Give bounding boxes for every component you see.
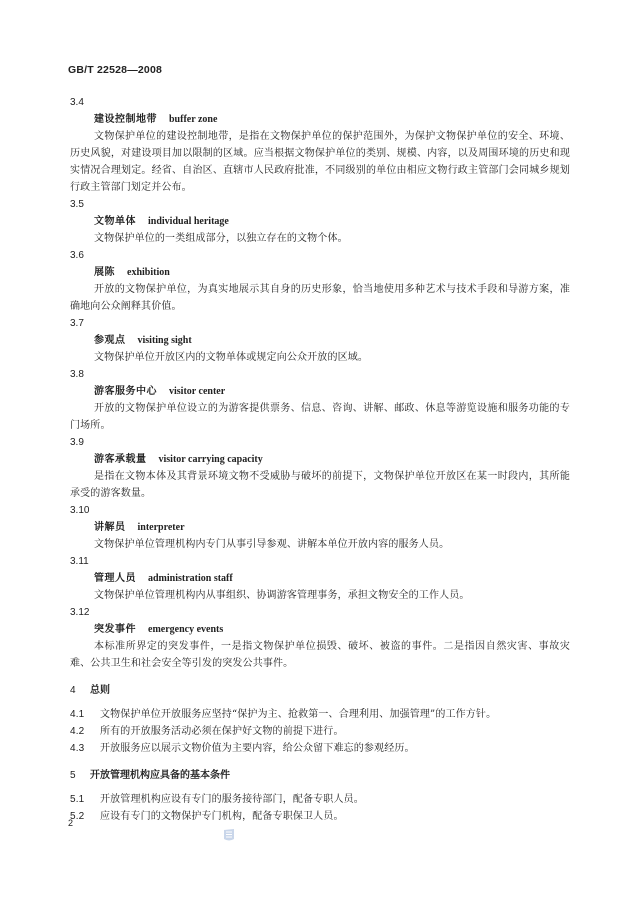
term-line <box>70 451 570 468</box>
clause-item-text: 开放管理机构应设有专门的服务接待部门，配备专职人员。 <box>100 794 364 805</box>
term-definition: 开放的文物保护单位设立的为游客提供票务、信息、咨询、讲解、邮政、休息等游览设施和服务功能的专门场所。 <box>70 403 570 431</box>
term-line <box>70 111 570 128</box>
clause-number: 3.9 <box>70 437 84 448</box>
document-body <box>70 94 570 825</box>
term-definition: 本标准所界定的突发事件，一是指文物保护单位损毁、破坏、被盗的事件。二是指因自然灾害、事故灾难、公共卫生和社会安全等引发的突发公共事件。 <box>70 641 570 669</box>
clause-item <box>70 740 570 757</box>
clause-item-number: 4.3 <box>70 743 85 754</box>
clause-number: 3.10 <box>70 505 90 516</box>
clause-item-number: 4.1 <box>70 709 85 720</box>
term-clause <box>70 94 570 196</box>
term-english: visiting sight <box>137 335 192 346</box>
clause-item-number: 4.2 <box>70 726 85 737</box>
clause-item <box>70 706 570 723</box>
section-heading <box>70 767 570 785</box>
clause-number: 3.5 <box>70 199 84 210</box>
term-line <box>70 213 570 230</box>
term-chinese: 游客服务中心 <box>94 386 157 397</box>
section-title: 总则 <box>90 685 110 696</box>
terms-list <box>70 94 570 672</box>
term-clause <box>70 366 570 434</box>
term-english: interpreter <box>137 522 185 533</box>
term-clause <box>70 553 570 604</box>
section-number: 5 <box>70 770 76 781</box>
clause-number: 3.4 <box>70 97 84 108</box>
term-clause <box>70 434 570 502</box>
term-line <box>70 570 570 587</box>
term-chinese: 突发事件 <box>94 624 136 635</box>
clause-number: 3.12 <box>70 607 90 618</box>
clause-item-text: 文物保护单位开放服务应坚持“保护为主、抢救第一、合理利用、加强管理”的工作方针。 <box>100 709 497 720</box>
term-clause <box>70 247 570 315</box>
term-english: visitor center <box>169 386 226 397</box>
term-clause <box>70 315 570 366</box>
clause-item <box>70 723 570 740</box>
clause-item-text: 开放服务应以展示文物价值为主要内容，给公众留下难忘的参观经历。 <box>100 743 415 754</box>
term-definition: 文物保护单位管理机构内专门从事引导参观、讲解本单位开放内容的服务人员。 <box>94 539 450 550</box>
term-line <box>70 519 570 536</box>
term-chinese: 文物单体 <box>94 216 136 227</box>
term-definition: 文物保护单位管理机构内从事组织、协调游客管理事务，承担文物安全的工作人员。 <box>94 590 470 601</box>
clause-number: 3.11 <box>70 556 89 567</box>
term-line <box>70 332 570 349</box>
clause-item <box>70 808 570 825</box>
term-line <box>70 383 570 400</box>
term-english: individual heritage <box>148 216 229 227</box>
section-number: 4 <box>70 685 76 696</box>
term-english: emergency events <box>148 624 224 635</box>
term-definition: 是指在文物本体及其背景环境文物不受威胁与破坏的前提下，文物保护单位开放区在某一时段内，其所能承受的游客数量。 <box>70 471 570 499</box>
term-chinese: 管理人员 <box>94 573 136 584</box>
term-definition: 文物保护单位的建设控制地带，是指在文物保护单位的保护范围外，为保护文物保护单位的安全、环境、历史风貌，对建设项目加以限制的区域。应当根据文物保护单位的类别、规模、内容，以及周围环境的历史和现实情况合理划定。经省、自治区、直辖市人民政府批准，不同级别的单位由相应文物行政主管部门会同城乡规划行政主管部门划定并公布。 <box>70 131 570 193</box>
clause-number: 3.8 <box>70 369 84 380</box>
clause-item-text: 应设有专门的文物保护专门机构，配备专职保卫人员。 <box>100 811 344 822</box>
term-chinese: 游客承载量 <box>94 454 147 465</box>
term-english: administration staff <box>148 573 233 584</box>
clause-number: 3.6 <box>70 250 84 261</box>
term-chinese: 建设控制地带 <box>94 114 157 125</box>
section-heading <box>70 682 570 700</box>
term-english: visitor carrying capacity <box>158 454 263 465</box>
term-chinese: 展陈 <box>94 267 115 278</box>
term-chinese: 讲解员 <box>94 522 126 533</box>
term-clause <box>70 196 570 247</box>
clause-item-number: 5.1 <box>70 794 85 805</box>
term-clause <box>70 502 570 553</box>
term-line <box>70 621 570 638</box>
clause-number: 3.7 <box>70 318 84 329</box>
term-english: buffer zone <box>169 114 218 125</box>
publisher-watermark-icon <box>223 828 235 842</box>
term-english: exhibition <box>127 267 170 278</box>
standard-code: GB/T 22528—2008 <box>68 64 163 76</box>
term-definition: 文物保护单位开放区内的文物单体或规定向公众开放的区域。 <box>94 352 369 363</box>
term-definition: 开放的文物保护单位，为真实地展示其自身的历史形象，恰当地使用多种艺术与技术手段和导游方案，准确地向公众阐释其价值。 <box>70 284 570 312</box>
term-definition: 文物保护单位的一类组成部分，以独立存在的文物个体。 <box>94 233 348 244</box>
clause-item <box>70 791 570 808</box>
term-clause <box>70 604 570 672</box>
term-line <box>70 264 570 281</box>
sections-list <box>70 682 570 825</box>
section-title: 开放管理机构应具备的基本条件 <box>90 770 230 781</box>
term-chinese: 参观点 <box>94 335 126 346</box>
clause-item-text: 所有的开放服务活动必须在保护好文物的前提下进行。 <box>100 726 344 737</box>
page-number: 2 <box>68 818 74 828</box>
clause-item-number: 5.2 <box>70 811 85 822</box>
